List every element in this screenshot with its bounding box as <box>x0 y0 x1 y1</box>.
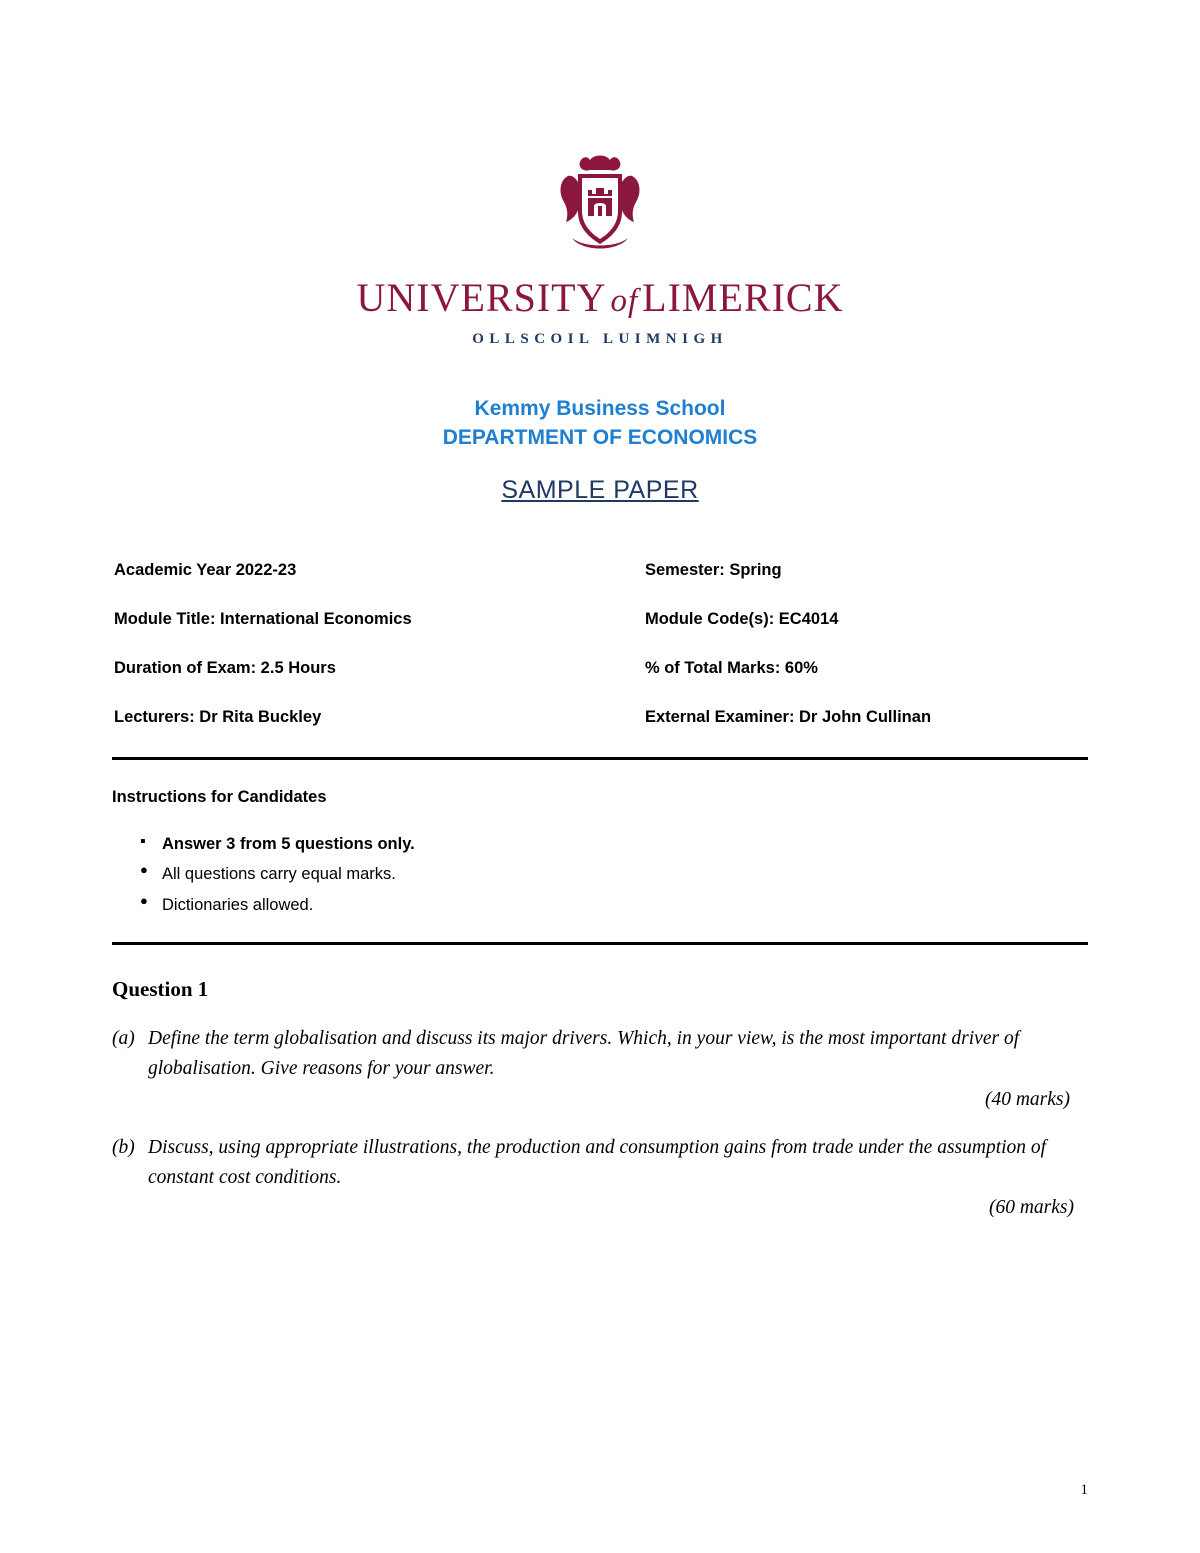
department-name: DEPARTMENT OF ECONOMICS <box>442 425 758 449</box>
list-item: ▪ Answer 3 from 5 questions only. <box>140 829 1088 860</box>
divider-bottom <box>112 942 1088 945</box>
module-title: Module Title: International Economics <box>114 609 412 628</box>
question-part-a-label: (a) <box>112 1028 135 1050</box>
university-name-irish: OLLSCOIL LUIMNIGH <box>472 331 728 347</box>
lecturers: Lecturers: Dr Rita Buckley <box>114 707 322 726</box>
question-part-a <box>112 1024 1088 1084</box>
duration-of-exam: Duration of Exam: 2.5 Hours <box>114 658 336 677</box>
list-item: ● All questions carry equal marks. <box>140 859 1088 890</box>
university-crest-icon <box>554 150 646 258</box>
question-part-b-marks: (60 marks) <box>988 1197 1074 1219</box>
list-item: ● Dictionaries allowed. <box>140 890 1088 921</box>
university-name-part2: LIMERICK <box>642 275 844 320</box>
semester: Semester: Spring <box>644 560 782 579</box>
university-name-part1: UNIVERSITY <box>356 275 607 320</box>
university-wordmark <box>112 274 1088 321</box>
instructions-title: Instructions for Candidates <box>112 787 327 806</box>
question-part-b-label: (b) <box>112 1136 135 1158</box>
school-name: Kemmy Business School <box>474 397 726 420</box>
external-examiner: External Examiner: Dr John Cullinan <box>644 707 932 726</box>
divider-top <box>112 757 1088 760</box>
meta-row-module <box>112 610 1088 629</box>
question-part-b-text: Discuss, using appropriate illustrations, the production and consumption gains from trade under the assumption of constant cost conditions. <box>148 1136 1047 1188</box>
question-part-b <box>112 1133 1088 1193</box>
university-name-of: of <box>610 283 639 319</box>
paper-metadata <box>112 561 1088 727</box>
question-part-a-text: Define the term globalisation and discuss its major drivers. Which, in your view, is the most important driver of globalisation. Give reasons for your answer. <box>148 1028 1020 1080</box>
percent-of-total-marks: % of Total Marks: 60% <box>644 658 818 677</box>
question-part-a-marks: (40 marks) <box>984 1088 1070 1110</box>
module-code: Module Code(s): EC4014 <box>644 609 839 628</box>
academic-year: Academic Year 2022-23 <box>114 560 297 579</box>
meta-row-lecturers <box>112 708 1088 727</box>
question-title: Question 1 <box>112 977 209 1002</box>
meta-row-duration <box>112 659 1088 678</box>
crest-container <box>112 150 1088 258</box>
meta-row-year <box>112 561 1088 580</box>
page-number: 1 <box>1080 1482 1088 1498</box>
paper-type-title: SAMPLE PAPER <box>501 475 699 504</box>
instructions-list <box>112 829 1088 921</box>
